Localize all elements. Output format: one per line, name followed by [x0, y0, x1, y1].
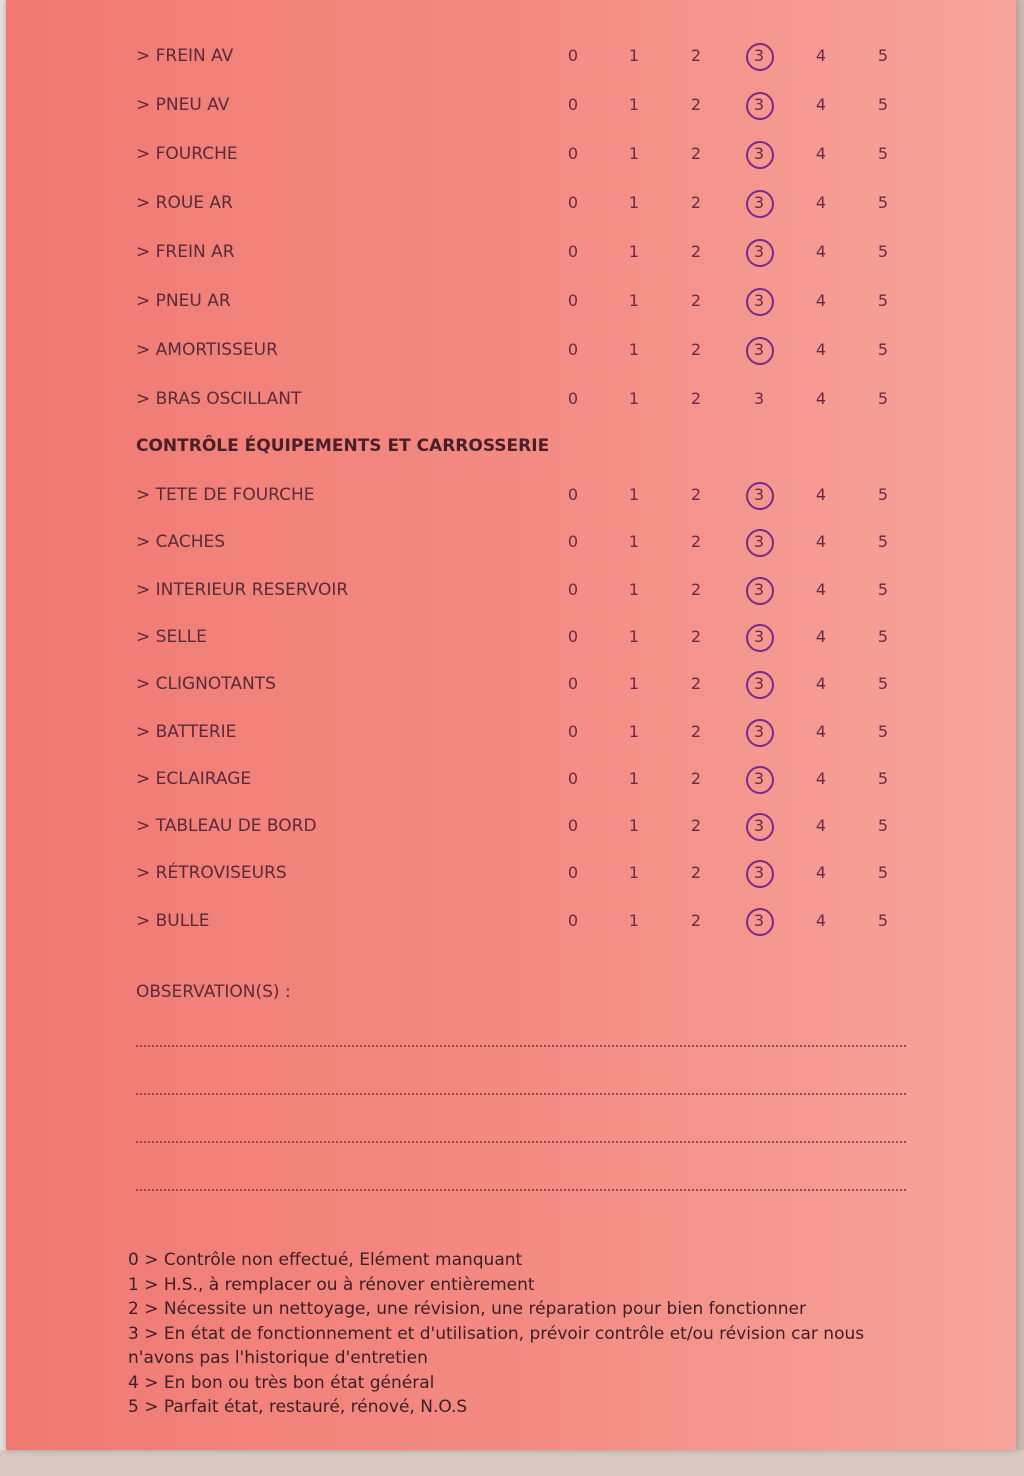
- rating-row: [6, 41, 1016, 71]
- rating-option[interactable]: 4: [815, 242, 827, 261]
- rating-option[interactable]: 4: [815, 193, 827, 212]
- rating-option[interactable]: 2: [690, 579, 702, 599]
- rating-option-selected[interactable]: 3: [744, 480, 774, 510]
- section-title: CONTRÔLE ÉQUIPEMENTS ET CARROSSERIE: [136, 436, 550, 456]
- rating-option[interactable]: 4: [815, 816, 827, 836]
- rating-row-label: > SELLE: [136, 626, 207, 647]
- rating-option-selected[interactable]: 3: [744, 717, 774, 747]
- rating-option-selected[interactable]: 3: [744, 858, 774, 888]
- rating-option[interactable]: 1: [628, 721, 640, 741]
- rating-row-label: > TABLEAU DE BORD: [136, 816, 317, 837]
- rating-option[interactable]: 2: [690, 291, 702, 310]
- rating-row: [6, 139, 1016, 169]
- observation-line[interactable]: [136, 1189, 906, 1191]
- rating-option[interactable]: 2: [690, 46, 702, 65]
- rating-option[interactable]: 0: [567, 816, 579, 836]
- rating-option[interactable]: 1: [628, 816, 640, 836]
- rating-option[interactable]: 0: [567, 579, 579, 599]
- rating-option[interactable]: 5: [877, 95, 889, 114]
- rating-row: [6, 717, 1016, 747]
- rating-option[interactable]: 0: [567, 674, 579, 694]
- rating-option[interactable]: 2: [690, 532, 702, 552]
- rating-option[interactable]: 0: [567, 144, 579, 163]
- rating-option[interactable]: 5: [877, 816, 889, 836]
- rating-row-label: > AMORTISSEUR: [136, 340, 278, 360]
- rating-option[interactable]: 2: [690, 340, 702, 359]
- rating-row-label: > ROUE AR: [136, 193, 233, 213]
- rating-row-label: > INTERIEUR RESERVOIR: [136, 579, 349, 600]
- rating-option-selected[interactable]: 3: [744, 811, 774, 841]
- rating-option[interactable]: 2: [690, 144, 702, 163]
- rating-option[interactable]: 0: [567, 721, 579, 741]
- rating-option[interactable]: 0: [567, 910, 579, 930]
- rating-option[interactable]: 5: [877, 579, 889, 599]
- rating-option[interactable]: 4: [815, 389, 827, 408]
- rating-option[interactable]: 0: [567, 193, 579, 212]
- rating-option[interactable]: 1: [628, 768, 640, 788]
- inspection-form-sheet: [6, 0, 1016, 1450]
- rating-row: [6, 858, 1016, 888]
- rating-row: [6, 335, 1016, 365]
- rating-option[interactable]: 0: [567, 389, 579, 408]
- rating-option[interactable]: 0: [567, 626, 579, 646]
- rating-option[interactable]: 1: [628, 626, 640, 646]
- rating-option[interactable]: 2: [690, 863, 702, 883]
- rating-option[interactable]: 4: [815, 626, 827, 646]
- rating-option[interactable]: 0: [567, 242, 579, 261]
- legend-line: 2 > Nécessite un nettoyage, une révision, une réparation pour bien fonctionner: [128, 1299, 806, 1319]
- rating-option[interactable]: 0: [567, 340, 579, 359]
- rating-option[interactable]: 0: [567, 291, 579, 310]
- rating-option[interactable]: 2: [690, 816, 702, 836]
- rating-row-label: > PNEU AR: [136, 291, 231, 311]
- rating-option[interactable]: 1: [628, 674, 640, 694]
- rating-option[interactable]: 2: [690, 910, 702, 930]
- legend-line: 1 > H.S., à remplacer ou à rénover entièrement: [128, 1274, 535, 1295]
- rating-option[interactable]: 1: [628, 242, 640, 261]
- rating-option[interactable]: 5: [877, 144, 889, 163]
- rating-option[interactable]: 1: [628, 863, 640, 883]
- rating-row: [6, 527, 1016, 557]
- rating-row: [6, 384, 1016, 414]
- legend-line: 3 > En état de fonctionnement et d'utilisation, prévoir contrôle et/ou révision car nous: [128, 1323, 865, 1344]
- rating-option[interactable]: 5: [877, 193, 889, 212]
- rating-option[interactable]: 5: [877, 910, 889, 930]
- rating-option[interactable]: 0: [567, 95, 579, 114]
- rating-row: [6, 669, 1016, 699]
- rating-option[interactable]: 5: [877, 46, 889, 65]
- rating-row: [6, 188, 1016, 218]
- rating-option-selected[interactable]: 3: [744, 237, 774, 267]
- rating-option[interactable]: 2: [690, 242, 702, 261]
- rating-option-selected[interactable]: 3: [744, 139, 774, 169]
- rating-option[interactable]: 4: [815, 910, 827, 930]
- rating-option[interactable]: 2: [690, 485, 702, 504]
- rating-row: [6, 237, 1016, 267]
- rating-option[interactable]: 2: [690, 626, 702, 646]
- rating-option[interactable]: 4: [815, 95, 827, 114]
- observation-line[interactable]: [136, 1141, 906, 1143]
- rating-option[interactable]: 5: [877, 768, 889, 788]
- rating-row-label: > RÉTROVISEURS: [136, 863, 287, 884]
- rating-option[interactable]: 4: [815, 46, 827, 65]
- rating-option[interactable]: 5: [877, 242, 889, 261]
- rating-row: [6, 286, 1016, 316]
- legend-line: 0 > Contrôle non effectué, Elément manquant: [128, 1250, 523, 1270]
- rating-row: [6, 90, 1016, 120]
- rating-option-selected[interactable]: 3: [744, 764, 774, 794]
- rating-option[interactable]: 1: [628, 46, 640, 65]
- rating-option[interactable]: 1: [628, 579, 640, 599]
- rating-option-selected[interactable]: 3: [744, 622, 774, 652]
- rating-option[interactable]: 5: [877, 340, 889, 359]
- rating-option-selected[interactable]: 3: [744, 286, 774, 316]
- rating-option[interactable]: 4: [815, 674, 827, 694]
- rating-row-label: > BRAS OSCILLANT: [136, 389, 302, 409]
- observation-line[interactable]: [136, 1093, 906, 1095]
- rating-option[interactable]: 2: [690, 768, 702, 788]
- rating-option-selected[interactable]: 3: [744, 669, 774, 699]
- rating-option[interactable]: 4: [815, 340, 827, 359]
- rating-row-label: > CACHES: [136, 532, 226, 553]
- rating-row: [6, 811, 1016, 841]
- rating-option[interactable]: 4: [815, 485, 827, 504]
- rating-option[interactable]: 1: [628, 340, 640, 359]
- rating-option[interactable]: 1: [628, 291, 640, 310]
- rating-option[interactable]: 5: [877, 389, 889, 408]
- background-bottom: [0, 1450, 1024, 1476]
- rating-option[interactable]: 5: [877, 674, 889, 694]
- rating-option[interactable]: 4: [815, 532, 827, 552]
- rating-option[interactable]: 4: [815, 291, 827, 310]
- rating-option[interactable]: 5: [877, 291, 889, 310]
- rating-row-label: > FOURCHE: [136, 144, 238, 164]
- rating-option[interactable]: 1: [628, 95, 640, 114]
- rating-option-selected[interactable]: 3: [744, 41, 774, 71]
- rating-option[interactable]: 1: [628, 144, 640, 163]
- rating-row-label: > FREIN AV: [136, 46, 234, 66]
- rating-option[interactable]: 3: [753, 389, 765, 408]
- rating-option-selected[interactable]: 3: [744, 527, 774, 557]
- rating-row: [6, 575, 1016, 605]
- rating-option[interactable]: 4: [815, 579, 827, 599]
- observation-line[interactable]: [136, 1045, 906, 1047]
- rating-option[interactable]: 5: [877, 532, 889, 552]
- observations-label: OBSERVATION(S) :: [136, 982, 291, 1002]
- rating-row: [6, 906, 1016, 936]
- rating-option-selected[interactable]: 3: [744, 335, 774, 365]
- rating-row-label: > TETE DE FOURCHE: [136, 485, 315, 505]
- rating-option[interactable]: 2: [690, 721, 702, 741]
- rating-option[interactable]: 4: [815, 144, 827, 163]
- legend-line: n'avons pas l'historique d'entretien: [128, 1348, 428, 1368]
- rating-option-selected[interactable]: 3: [744, 90, 774, 120]
- rating-option[interactable]: 2: [690, 674, 702, 694]
- rating-row: [6, 622, 1016, 652]
- rating-option-selected[interactable]: 3: [744, 188, 774, 218]
- rating-row-label: > PNEU AV: [136, 95, 230, 115]
- rating-option[interactable]: 2: [690, 193, 702, 212]
- rating-option[interactable]: 0: [567, 485, 579, 504]
- rating-option[interactable]: 0: [567, 768, 579, 788]
- rating-row-label: > CLIGNOTANTS: [136, 674, 276, 695]
- rating-row-label: > ECLAIRAGE: [136, 768, 252, 789]
- rating-option[interactable]: 1: [628, 532, 640, 552]
- rating-option[interactable]: 5: [877, 485, 889, 504]
- rating-row-label: > BATTERIE: [136, 721, 237, 742]
- rating-row: [6, 764, 1016, 794]
- rating-option[interactable]: 5: [877, 721, 889, 741]
- rating-legend: [128, 1248, 918, 1420]
- rating-option[interactable]: 4: [815, 768, 827, 788]
- rating-option[interactable]: 4: [815, 863, 827, 883]
- rating-option[interactable]: 5: [877, 863, 889, 883]
- legend-line: 4 > En bon ou très bon état général: [128, 1372, 435, 1393]
- legend-line: 5 > Parfait état, restauré, rénové, N.O.S: [128, 1397, 468, 1417]
- rating-option[interactable]: 1: [628, 193, 640, 212]
- rating-row-label: > BULLE: [136, 910, 210, 931]
- rating-option[interactable]: 0: [567, 46, 579, 65]
- rating-option[interactable]: 4: [815, 721, 827, 741]
- rating-option[interactable]: 1: [628, 910, 640, 930]
- rating-option[interactable]: 2: [690, 95, 702, 114]
- rating-option[interactable]: 2: [690, 389, 702, 408]
- rating-option-selected[interactable]: 3: [744, 906, 774, 936]
- rating-option[interactable]: 0: [567, 532, 579, 552]
- rating-option-selected[interactable]: 3: [744, 575, 774, 605]
- rating-option[interactable]: 1: [628, 485, 640, 504]
- rating-row: [6, 480, 1016, 510]
- rating-option[interactable]: 1: [628, 389, 640, 408]
- rating-row-label: > FREIN AR: [136, 242, 235, 262]
- rating-option[interactable]: 0: [567, 863, 579, 883]
- rating-option[interactable]: 5: [877, 626, 889, 646]
